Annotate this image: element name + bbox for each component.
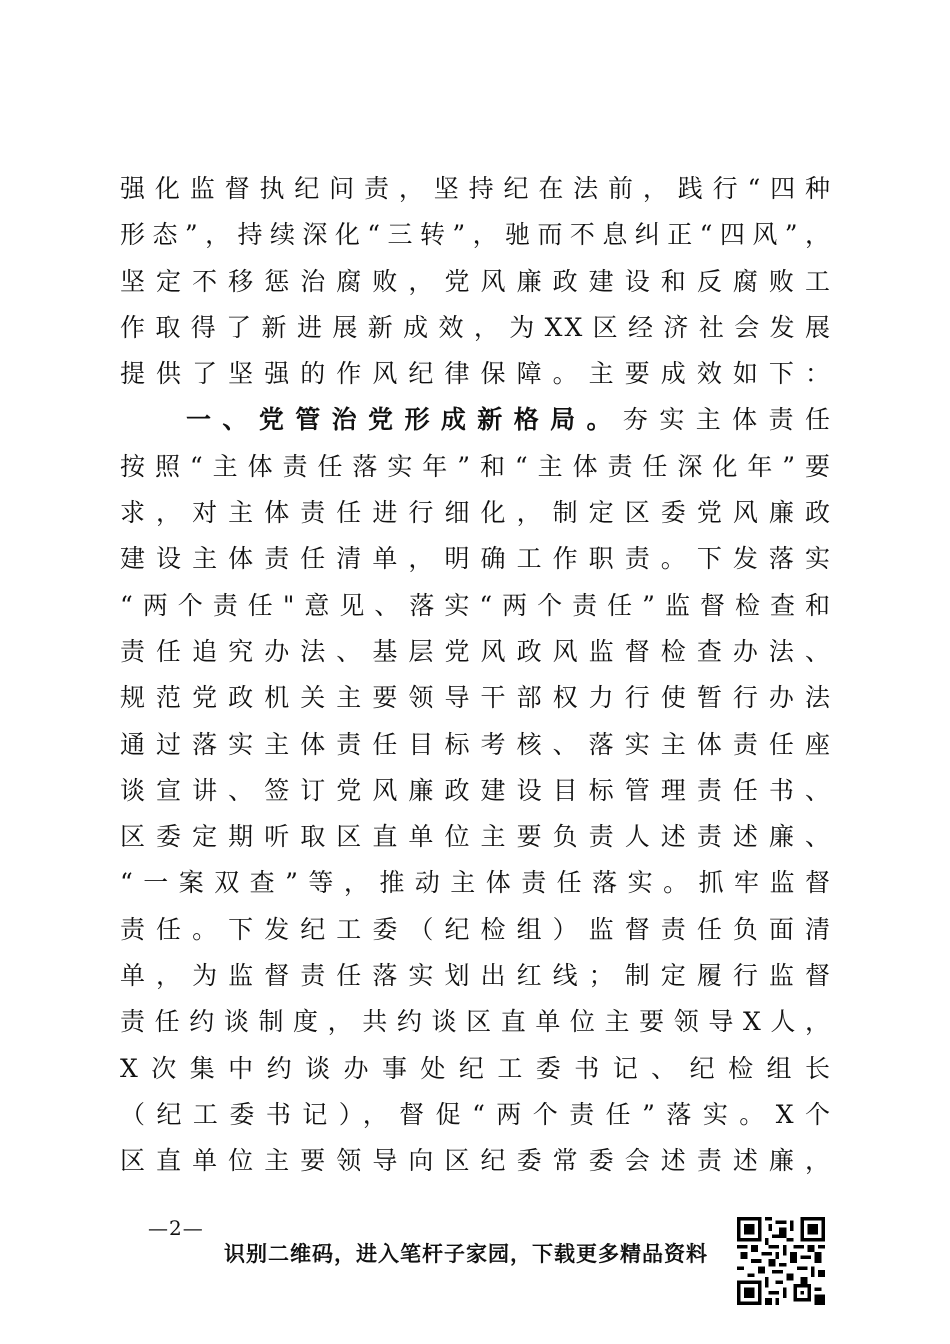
qr-code-icon[interactable] [737, 1217, 825, 1305]
text-line: 求，对主体责任进行细化，制定区委党风廉政 [120, 498, 832, 528]
text-line: X次集中约谈办事处纪工委书记、纪检组长 [120, 1053, 832, 1083]
text-line: 单，为监督责任落实划出红线；制定履行监督 [120, 961, 832, 991]
footer-banner: 识别二维码，进入笔杆子家园，下载更多精品资料 [224, 1242, 708, 1266]
text-line: 建设主体责任清单，明确工作职责。下发落实 [120, 544, 832, 574]
text-line: 坚定不移惩治腐败，党风廉政建设和反腐败工 [120, 266, 832, 296]
text-line: 谈宣讲、签订党风廉政建设目标管理责任书、 [120, 775, 832, 805]
text-line: 通过落实主体责任目标考核、落实主体责任座 [120, 729, 832, 759]
text-line: 强化监督执纪问责，坚持纪在法前，践行“四种 [120, 174, 832, 203]
section-heading-line [120, 397, 832, 443]
text-line: 规范党政机关主要领导干部权力行使暂行办法 [120, 683, 832, 713]
text-line: 作取得了新进展新成效，为XX区经济社会发展 [120, 312, 832, 342]
text-line: 提供了坚强的作风纪律保障。主要成效如下： [120, 359, 832, 389]
section-heading: 一、党管治党形成新格局。 [186, 405, 623, 435]
text-line: “两个责任"意见、落实“两个责任”监督检查和 [120, 590, 832, 620]
text-line: （纪工委书记），督促“两个责任”落实。X个 [120, 1099, 832, 1129]
text-line: “一案双查”等，推动主体责任落实。抓牢监督 [120, 868, 832, 898]
section-heading-rest: 夯实主体责任 [622, 405, 832, 435]
text-line: 形态”，持续深化“三转”，驰而不息纠正“四风”， [120, 220, 832, 250]
text-line: 责任。下发纪工委（纪检组）监督责任负面清 [120, 914, 832, 944]
text-line: 按照“主体责任落实年”和“主体责任深化年”要 [120, 451, 832, 481]
text-line: 区委定期听取区直单位主要负责人述责述廉、 [120, 822, 832, 852]
text-line: 责任约谈制度，共约谈区直单位主要领导X人， [120, 1007, 832, 1037]
text-line: 责任追究办法、基层党风政风监督检查办法、 [120, 636, 832, 666]
page-number: —2— [148, 1216, 204, 1240]
text-line: 区直单位主要领导向区纪委常委会述责述廉， [120, 1146, 832, 1176]
body-text [120, 166, 832, 1185]
